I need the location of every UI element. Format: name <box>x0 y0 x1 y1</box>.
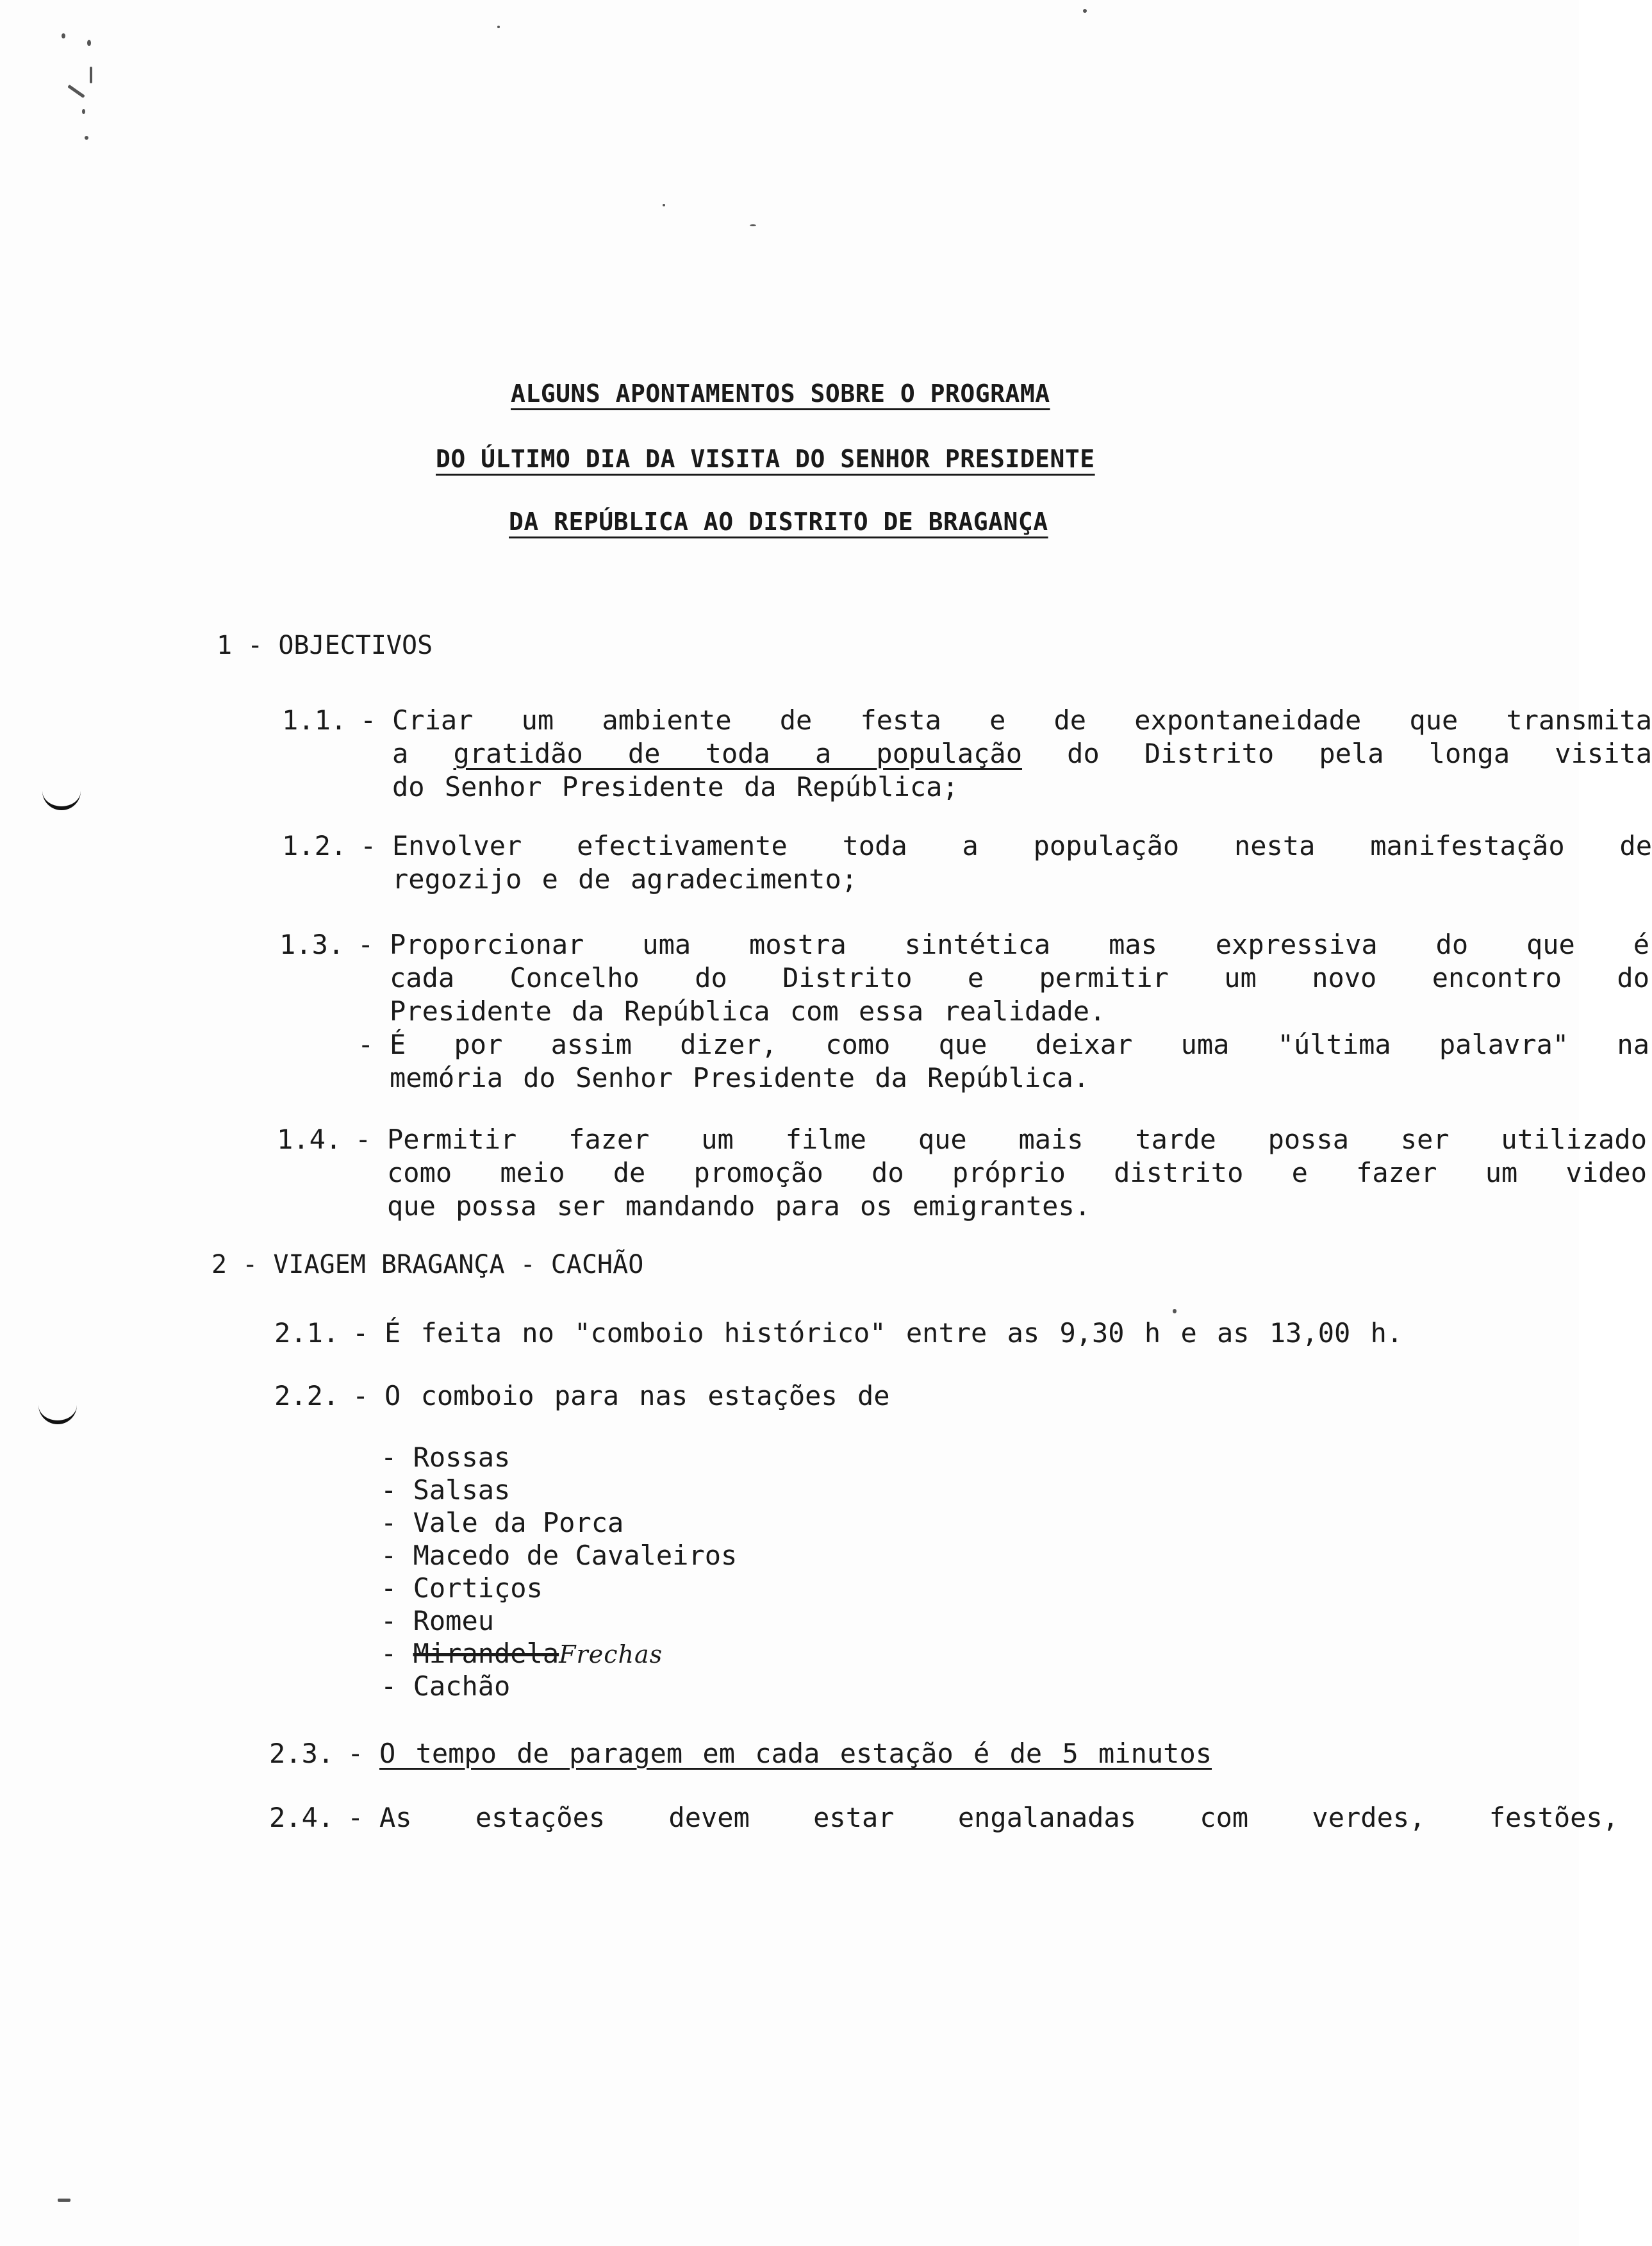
station-dash: - <box>381 1638 397 1669</box>
trip-2-2 <box>274 1379 1364 1418</box>
scan-mark <box>87 40 91 46</box>
item-dash: - <box>358 1029 374 1060</box>
station-item <box>381 1604 737 1637</box>
item-body <box>379 1801 1619 1834</box>
item-number: 2.4. <box>269 1802 335 1833</box>
station-item <box>381 1441 737 1474</box>
scan-mark <box>1083 9 1087 13</box>
objective-1-3-sub <box>279 1028 1649 1099</box>
item-number: 1.1. <box>282 704 347 736</box>
item-dash: - <box>360 704 377 736</box>
station-list <box>381 1441 737 1702</box>
item-dash: - <box>355 1124 372 1155</box>
item-line: Envolver efectivamente toda a população nesta manifestação de <box>392 830 1652 861</box>
scan-mark <box>62 33 65 38</box>
station-item <box>381 1474 737 1506</box>
station-name: Salsas <box>413 1474 511 1506</box>
item-line: memória do Senhor Presidente da República. <box>390 1062 1090 1094</box>
objective-1-1 <box>282 704 1652 806</box>
scan-mark <box>1173 1309 1177 1313</box>
item-dash: - <box>347 1802 364 1833</box>
item-line: É por assim dizer, como que deixar uma "última palavra" na <box>390 1029 1649 1060</box>
item-body <box>384 1379 890 1413</box>
item-line-pre: a <box>392 738 454 769</box>
item-line: É feita no "comboio histórico" entre as 9,30 h e as 13,00 h. <box>384 1317 1403 1349</box>
scan-mark <box>663 204 665 206</box>
item-line: O comboio para nas estações de <box>384 1380 890 1411</box>
item-line-post: do Distrito pela longa visita <box>1022 738 1652 769</box>
station-name: Cortiços <box>413 1572 543 1604</box>
scan-mark <box>497 26 500 28</box>
trip-2-1 <box>274 1317 1403 1355</box>
trip-2-3 <box>269 1737 1359 1776</box>
item-line: Permitir fazer um filme que mais tarde possa ser utilizado <box>387 1124 1647 1155</box>
station-item <box>381 1670 737 1702</box>
objective-1-4 <box>277 1123 1647 1226</box>
station-item-corrected <box>381 1637 737 1670</box>
item-body <box>390 928 1649 1028</box>
item-line: do Senhor Presidente da República; <box>392 771 959 803</box>
section-2-heading: 2 - VIAGEM BRAGANÇA - CACHÃO <box>211 1250 644 1279</box>
item-line: Criar um ambiente de festa e de expontaneidade que transmita <box>392 704 1652 736</box>
item-number: 1.4. <box>277 1124 342 1155</box>
item-dash: - <box>352 1380 369 1411</box>
item-number: 1.2. <box>282 830 347 861</box>
item-line: Proporcionar uma mostra sintética mas expressiva do que é <box>390 929 1649 960</box>
hole-punch-mark <box>38 1404 77 1424</box>
item-line: como meio de promoção do próprio distrito e fazer um video <box>387 1157 1647 1188</box>
scan-mark <box>58 2199 70 2202</box>
scan-mark <box>85 136 88 140</box>
underlined-phrase: gratidão de toda a população <box>453 738 1023 769</box>
scan-mark <box>750 224 756 226</box>
trip-2-4 <box>269 1801 1619 1840</box>
item-body <box>392 829 1652 896</box>
document-title-line-1: ALGUNS APONTAMENTOS SOBRE O PROGRAMA <box>511 379 1050 408</box>
station-dash: - <box>381 1442 397 1473</box>
item-line: Presidente da República com essa realidade. <box>390 995 1106 1027</box>
item-number: 1.3. <box>279 929 345 960</box>
item-number: 2.1. <box>274 1317 340 1349</box>
scan-mark <box>67 85 85 98</box>
station-dash: - <box>381 1670 397 1702</box>
station-dash: - <box>381 1605 397 1636</box>
item-line: cada Concelho do Distrito e permitir um novo encontro do <box>390 962 1649 994</box>
station-name: Macedo de Cavaleiros <box>413 1540 738 1571</box>
item-line: O tempo de paragem em cada estação é de 5 minutos <box>379 1738 1212 1769</box>
item-dash: - <box>360 830 377 861</box>
item-body <box>379 1737 1212 1770</box>
document-title-line-3: DA REPÚBLICA AO DISTRITO DE BRAGANÇA <box>509 508 1048 536</box>
document-title-line-2: DO ÚLTIMO DIA DA VISITA DO SENHOR PRESIDENTE <box>436 445 1095 473</box>
station-name: Rossas <box>413 1442 511 1473</box>
station-dash: - <box>381 1474 397 1506</box>
station-dash: - <box>381 1572 397 1604</box>
hole-punch-mark <box>42 790 81 810</box>
station-dash: - <box>381 1507 397 1538</box>
item-number: 2.2. <box>274 1380 340 1411</box>
station-item <box>381 1572 737 1604</box>
section-1-heading: 1 - OBJECTIVOS <box>217 631 433 660</box>
station-item <box>381 1506 737 1539</box>
station-name: Vale da Porca <box>413 1507 624 1538</box>
item-line: que possa ser mandando para os emigrantes. <box>387 1190 1091 1222</box>
station-name: Cachão <box>413 1670 511 1702</box>
handwritten-correction: Frechas <box>559 1640 663 1668</box>
item-dash: - <box>347 1738 364 1769</box>
item-line <box>392 737 1652 770</box>
item-dash: - <box>358 929 374 960</box>
item-line: regozijo e de agradecimento; <box>392 863 858 895</box>
scan-mark <box>90 67 92 83</box>
item-body <box>392 704 1652 804</box>
scan-mark <box>82 109 85 114</box>
station-dash: - <box>381 1540 397 1571</box>
objective-1-2 <box>282 829 1652 900</box>
station-item <box>381 1539 737 1572</box>
item-number: 2.3. <box>269 1738 335 1769</box>
item-body <box>390 1028 1649 1095</box>
struck-station-name: Mirandela <box>413 1638 559 1669</box>
item-body <box>384 1317 1403 1350</box>
item-body <box>387 1123 1647 1223</box>
station-name: Romeu <box>413 1605 495 1636</box>
item-line: As estações devem estar engalanadas com verdes, festões, <box>379 1802 1619 1833</box>
item-dash: - <box>352 1317 369 1349</box>
